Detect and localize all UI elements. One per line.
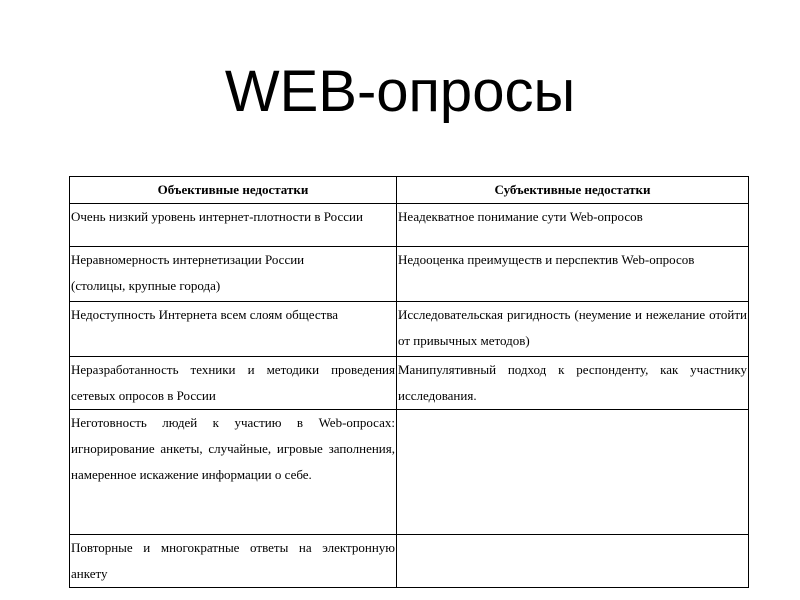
subjective-cell (397, 247, 749, 302)
cell-text: Неадекватное понимание сути Web-опросов (398, 209, 643, 224)
subjective-cell (397, 302, 749, 357)
cell-text: Повторные и многократные ответы на электронную анкету (71, 540, 395, 581)
subjective-cell-empty (397, 535, 749, 588)
table-row (70, 535, 749, 588)
table-row (70, 302, 749, 357)
cell-text: Неготовность людей к участию в Web-опросах: игнорирование анкеты, случайные, игровые заполнения, намеренное искажение информации о себе. (71, 415, 395, 482)
cell-text: Неразработанность техники и методики проведения сетевых опросов в России (71, 362, 395, 403)
objective-cell (70, 410, 397, 535)
header-objective: Объективные недостатки (70, 177, 397, 204)
cell-text: Неравномерность интернетизации России (71, 252, 305, 267)
header-subjective: Субъективные недостатки (397, 177, 749, 204)
subjective-cell (397, 204, 749, 247)
subjective-cell-empty (397, 410, 749, 535)
table-row (70, 357, 749, 410)
table-header-row (70, 177, 749, 204)
cell-text: Исследовательская ригидность (неумение и нежелание отойти от привычных методов) (398, 307, 747, 348)
objective-cell (70, 357, 397, 410)
table-row (70, 410, 749, 535)
objective-cell (70, 302, 397, 357)
slide-title: WEB-опросы (224, 59, 576, 124)
table-row (70, 247, 749, 302)
cell-text: Очень низкий уровень интернет-плотности в России (71, 209, 363, 224)
cell-text: (столицы, крупные города) (71, 278, 221, 293)
objective-cell (70, 535, 397, 588)
table-row (70, 204, 749, 247)
cell-text: Манипулятивный подход к респонденту, как участнику исследования. (398, 362, 747, 403)
cell-text: Недооценка преимуществ и перспектив Web-опросов (398, 252, 695, 267)
subjective-cell (397, 357, 749, 410)
cell-text: Недоступность Интернета всем слоям общества (71, 307, 339, 322)
drawbacks-table (69, 176, 749, 588)
objective-cell (70, 204, 397, 247)
objective-cell (70, 247, 397, 302)
